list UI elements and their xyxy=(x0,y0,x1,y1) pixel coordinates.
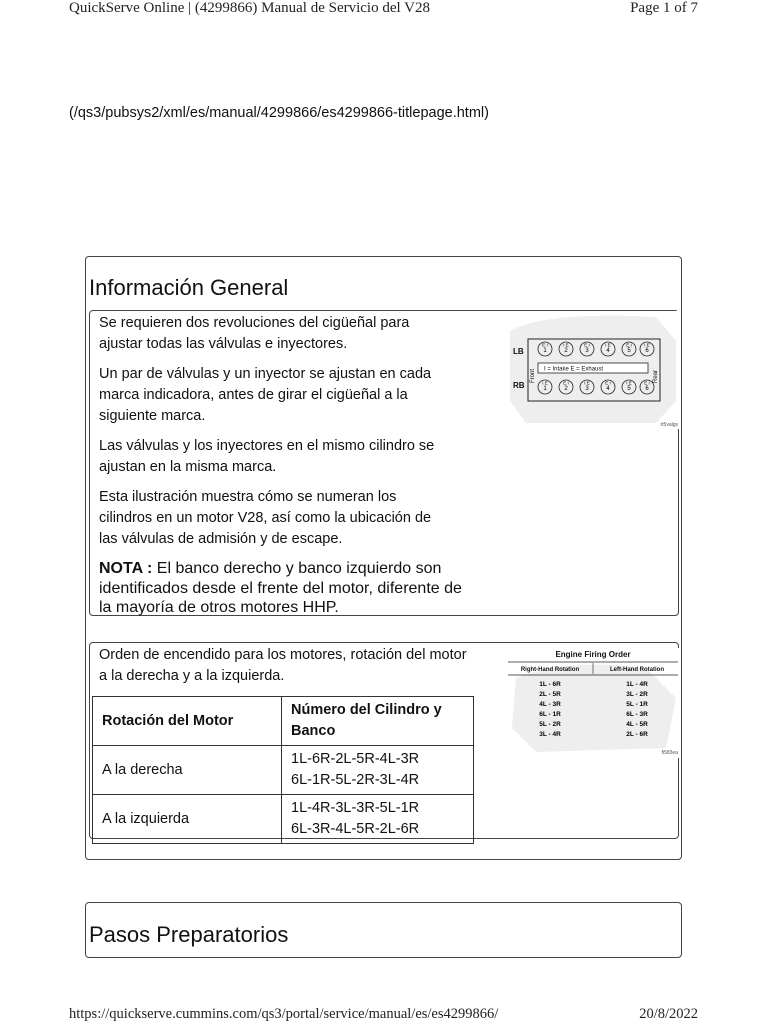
valve-letters: E I xyxy=(605,380,611,386)
figure-firing-entry: 3L - 4R xyxy=(539,731,561,738)
front-label: Front xyxy=(530,368,536,383)
firing-order-figure xyxy=(506,648,680,758)
cylinder-number: 2 xyxy=(564,386,568,392)
rotation-cell: A la derecha xyxy=(93,746,282,795)
rotation-cell: A la izquierda xyxy=(93,795,282,844)
column-header: Rotación del Motor xyxy=(93,697,282,746)
table-header-row xyxy=(93,697,474,746)
cylinder-number: 3 xyxy=(585,348,589,354)
valve-letters: E I xyxy=(563,380,569,386)
figure-firing-entry: 4L - 3R xyxy=(539,701,561,708)
page-number: Page 1 of 7 xyxy=(630,0,698,16)
cylinder-number: 5 xyxy=(627,348,631,354)
cylinder-number: 3 xyxy=(585,386,589,392)
paragraph: Las válvulas y los inyectores en el mismo cilindro se ajustan en la misma marca. xyxy=(99,438,435,475)
info-panel xyxy=(89,310,679,616)
valve-letters: E I xyxy=(626,342,632,348)
document-header-title: QuickServe Online | (4299866) Manual de Servicio del V28 xyxy=(69,0,430,16)
valve-letters: I E xyxy=(644,342,650,348)
firing-order-intro: Orden de encendido para los motores, rotación del motor a la derecha y a la izquierda. xyxy=(99,647,467,684)
note xyxy=(99,559,469,618)
firing-order-line: 1L-4R-3L-3R-5L-1R xyxy=(291,800,420,816)
lb-label: LB xyxy=(513,347,524,356)
info-text xyxy=(99,313,462,618)
firing-order-table xyxy=(92,696,474,844)
firing-order-line: 6L-1R-5L-2R-3L-4R xyxy=(291,772,420,788)
figure-firing-entry: 2L - 6R xyxy=(626,731,648,738)
firing-order-cell xyxy=(282,746,474,795)
cylinder-number: 4 xyxy=(606,386,610,392)
valve-letters: E I xyxy=(542,342,548,348)
cylinder-number: 2 xyxy=(564,348,568,354)
section-title: Pasos Preparatorios xyxy=(89,922,289,947)
note-label: NOTA : xyxy=(99,560,153,577)
figure-col-lh: Left-Hand Rotation xyxy=(610,667,664,673)
footer-url: https://quickserve.cummins.com/qs3/portal/service/manual/es/es4299866/ xyxy=(69,1006,499,1022)
cylinder-number: 6 xyxy=(645,386,649,392)
figure-firing-entry: 6L - 3R xyxy=(626,711,648,718)
valve-letters: I E xyxy=(605,342,611,348)
figure-firing-entry: 6L - 1R xyxy=(539,711,561,718)
figure-firing-entry: 5L - 1R xyxy=(626,701,648,708)
figure-title: Engine Firing Order xyxy=(555,650,631,659)
valve-letters: I E xyxy=(542,380,548,386)
figure-firing-entry: 2L - 5R xyxy=(539,691,561,698)
figure-firing-entry: 1L - 6R xyxy=(539,681,561,688)
section-pasos-preparatorios xyxy=(85,902,682,958)
cylinder-number: 1 xyxy=(543,386,547,392)
cylinder-number: 1 xyxy=(543,348,547,354)
table-row xyxy=(93,795,474,844)
valve-letters: I E xyxy=(563,342,569,348)
firing-order-panel xyxy=(89,642,679,839)
valve-letters: I E xyxy=(584,380,590,386)
cylinder-number: 4 xyxy=(606,348,610,354)
figure-watermark xyxy=(512,665,676,752)
firing-order-cell xyxy=(282,795,474,844)
figure-firing-entry: 4L - 5R xyxy=(626,721,648,728)
document-path-link[interactable]: (/qs3/pubsys2/xml/es/manual/4299866/es4299866-titlepage.html) xyxy=(69,105,489,121)
rb-label: RB xyxy=(513,381,525,390)
footer-date: 20/8/2022 xyxy=(639,1006,698,1022)
table-row xyxy=(93,746,474,795)
cylinder-number: 6 xyxy=(645,348,649,354)
note-text: El banco derecho y banco izquierdo son identificados desde el frente del motor, diferente de la mayoría de otros motores HHP. xyxy=(99,560,462,616)
valve-letters: E I xyxy=(644,380,650,386)
cylinder-layout-figure xyxy=(506,311,680,429)
firing-order-line: 6L-3R-4L-5R-2L-6R xyxy=(291,821,420,837)
rear-label: Rear xyxy=(653,369,659,383)
figure-firing-entry: 5L - 2R xyxy=(539,721,561,728)
figure-code: fi583ea xyxy=(661,750,678,756)
valve-letters: E I xyxy=(584,342,590,348)
paragraph: Esta ilustración muestra cómo se numeran los cilindros en un motor V28, así como la ubicación de las válvulas de admisión y de escape. xyxy=(99,489,432,547)
figure-code: rt5valgs xyxy=(660,422,678,428)
figure-col-rh: Right-Hand Rotation xyxy=(520,667,580,673)
firing-order-line: 1L-6R-2L-5R-4L-3R xyxy=(291,751,420,767)
paragraph: Se requieren dos revoluciones del cigüeñal para ajustar todas las válvulas e inyectores. xyxy=(99,315,410,352)
column-header: Número del Cilindro y Banco xyxy=(282,697,474,746)
figure-firing-entry: 1L - 4R xyxy=(626,681,648,688)
paragraph: Un par de válvulas y un inyector se ajustan en cada marca indicadora, antes de girar el cigüeñal a la siguiente marca. xyxy=(99,366,432,424)
valve-letters: I E xyxy=(626,380,632,386)
section-informacion-general xyxy=(85,256,682,860)
cylinder-number: 5 xyxy=(627,386,631,392)
section-title: Información General xyxy=(89,275,289,300)
figure-firing-entry: 3L - 2R xyxy=(626,691,648,698)
figure-legend: I = Intake E = Exhaust xyxy=(544,366,604,373)
